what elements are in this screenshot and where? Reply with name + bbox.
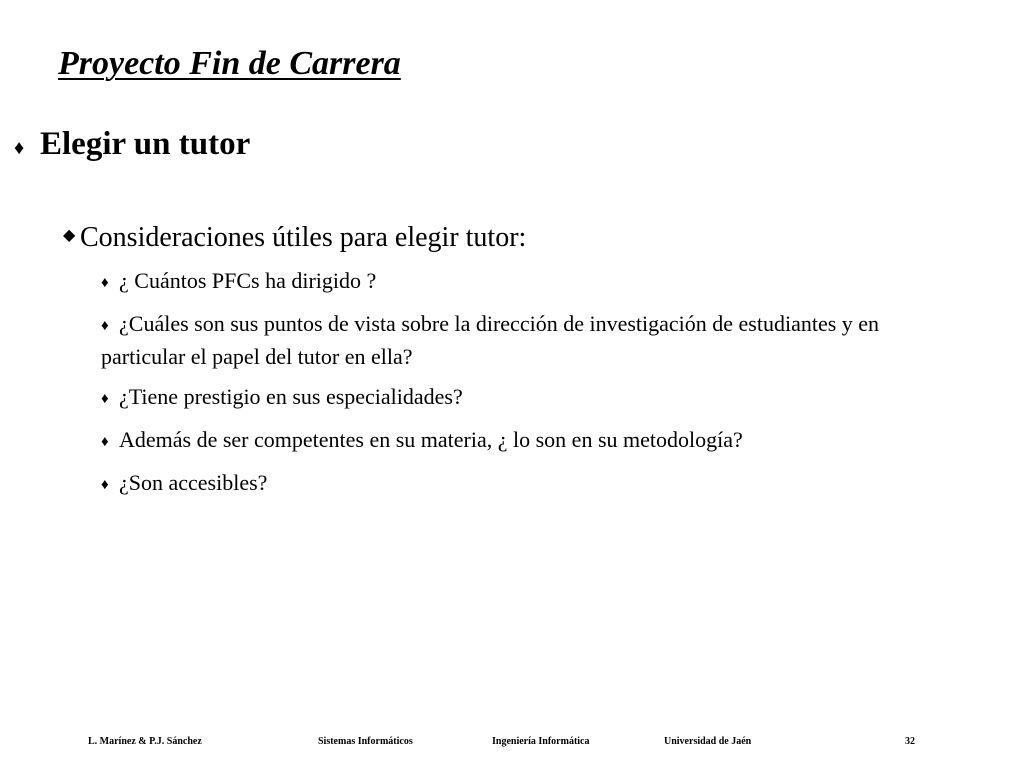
list-item xyxy=(101,309,961,372)
slide-title: Proyecto Fin de Carrera xyxy=(58,45,401,82)
list-item xyxy=(101,382,961,415)
footer-university: Universidad de Jaén xyxy=(664,736,752,747)
diamond-bullet-icon: ♦ xyxy=(101,477,109,493)
list-item xyxy=(101,425,961,458)
diamond-bullet-icon: ♦ xyxy=(101,318,109,334)
list-item-text: Además de ser competentes en su materia, ¿ lo son en su metodología? xyxy=(119,427,743,452)
diamond-bullet-icon: ♦ xyxy=(101,391,109,407)
diamond-bullet-icon: ◆ xyxy=(63,227,76,244)
list-item-text: ¿Cuáles son sus puntos de vista sobre la dirección de investigación de estudiantes y en particular el papel del tutor en ella? xyxy=(101,311,880,369)
list-item xyxy=(101,468,961,501)
page-number: 32 xyxy=(905,736,915,747)
slide-footer xyxy=(0,736,1024,752)
diamond-bullet-icon: ♦ xyxy=(14,137,25,159)
heading-bullet-item xyxy=(14,123,250,165)
heading-text: Elegir un tutor xyxy=(40,126,251,162)
footer-authors: L. Marínez & P.J. Sánchez xyxy=(88,736,202,747)
subheading-bullet-item xyxy=(63,220,526,256)
diamond-bullet-icon: ♦ xyxy=(101,434,109,450)
list-item-text: ¿ Cuántos PFCs ha dirigido ? xyxy=(119,268,377,293)
list-item-text: ¿Tiene prestigio en sus especialidades? xyxy=(119,384,463,409)
list-item xyxy=(101,266,961,299)
footer-degree: Ingeniería Informática xyxy=(492,736,590,747)
consideration-list xyxy=(101,266,961,511)
list-item-text: ¿Son accesibles? xyxy=(119,470,268,495)
subheading-text: Consideraciones útiles para elegir tutor: xyxy=(80,222,527,253)
footer-course: Sistemas Informáticos xyxy=(318,736,413,747)
diamond-bullet-icon: ♦ xyxy=(101,275,109,291)
